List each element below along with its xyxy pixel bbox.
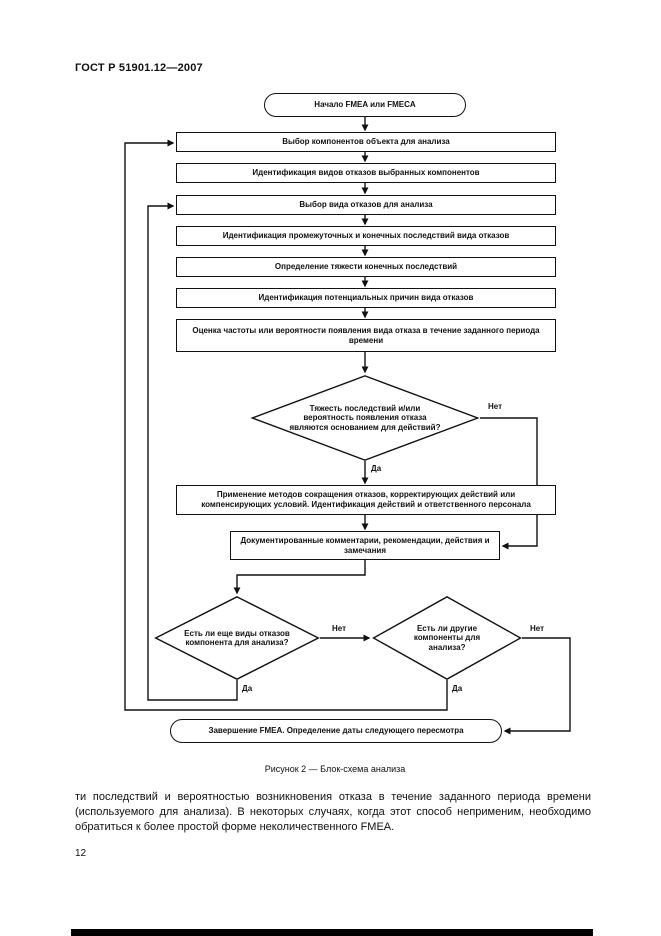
decision3-no-label: Нет <box>530 624 545 633</box>
flowchart-start-node <box>264 93 466 117</box>
step-label: Выбор компонентов объекта для анализа <box>282 137 450 147</box>
flowchart-decision-action-needed <box>250 375 480 461</box>
flowchart-step-select-failure-mode <box>176 195 556 215</box>
page-number: 12 <box>75 848 87 859</box>
connector-decision1-no-to-step9 <box>480 418 537 546</box>
flowchart-step-documented-comments <box>230 531 500 560</box>
start-label: Начало FMEA или FMECA <box>314 100 416 110</box>
step-label: Применение методов сокращения отказов, корректирующих действий или компенсирующих условий. Идентификация действий и ответственного персонала <box>201 490 531 509</box>
document-header: ГОСТ Р 51901.12—2007 <box>75 62 203 74</box>
end-label: Завершение FMEA. Определение даты следующего пересмотра <box>208 726 464 736</box>
decision2-yes-label: Да <box>242 684 253 693</box>
decision1-no-label: Нет <box>488 402 503 411</box>
connector-step9-to-decision2 <box>237 560 365 593</box>
flowchart-step-identify-failure-modes <box>176 163 556 183</box>
decision-label: Тяжесть последствий и/или вероятность появления отказа являются основанием для действий? <box>289 404 441 432</box>
step-label: Идентификация потенциальных причин вида отказов <box>258 293 474 303</box>
flowchart-decision-more-failure-modes <box>154 596 320 680</box>
flowchart-step-identify-causes <box>176 288 556 308</box>
step-label: Идентификация промежуточных и конечных последствий вида отказов <box>222 231 510 241</box>
decision3-yes-label: Да <box>452 684 463 693</box>
decision-label: Есть ли другие компоненты для анализа? <box>413 624 481 652</box>
decision2-no-label: Нет <box>332 624 347 633</box>
figure-caption: Рисунок 2 — Блок-схема анализа <box>264 764 406 774</box>
step-label: Определение тяжести конечных последствий <box>274 262 458 272</box>
flowchart-decision-more-components <box>372 596 522 680</box>
flowchart-step-select-components <box>176 132 556 152</box>
flowchart-step-estimate-frequency <box>176 319 556 352</box>
step-label: Выбор вида отказов для анализа <box>299 200 433 210</box>
flowchart-step-determine-severity <box>176 257 556 277</box>
step-label: Идентификация видов отказов выбранных компонентов <box>252 168 480 178</box>
flowchart-end-node <box>170 719 502 743</box>
decision1-yes-label: Да <box>371 464 382 473</box>
flowchart-step-identify-consequences <box>176 226 556 246</box>
flowchart-step-apply-reduction-methods <box>176 485 556 515</box>
body-paragraph: ти последствий и вероятностью возникновения отказа в течение заданного периода времени (используемого для анализа). В некоторых случаях, когда этот способ неприменим, необходимо обратиться к более простой форме неколичественного FMEA. <box>75 791 591 833</box>
decision-label: Есть ли еще виды отказов компонента для анализа? <box>184 628 290 647</box>
step-label: Документированные комментарии, рекомендации, действия и замечания <box>240 535 490 555</box>
step-label: Оценка частоты или вероятности появления вида отказа в течение заданного периода времени <box>192 325 540 345</box>
